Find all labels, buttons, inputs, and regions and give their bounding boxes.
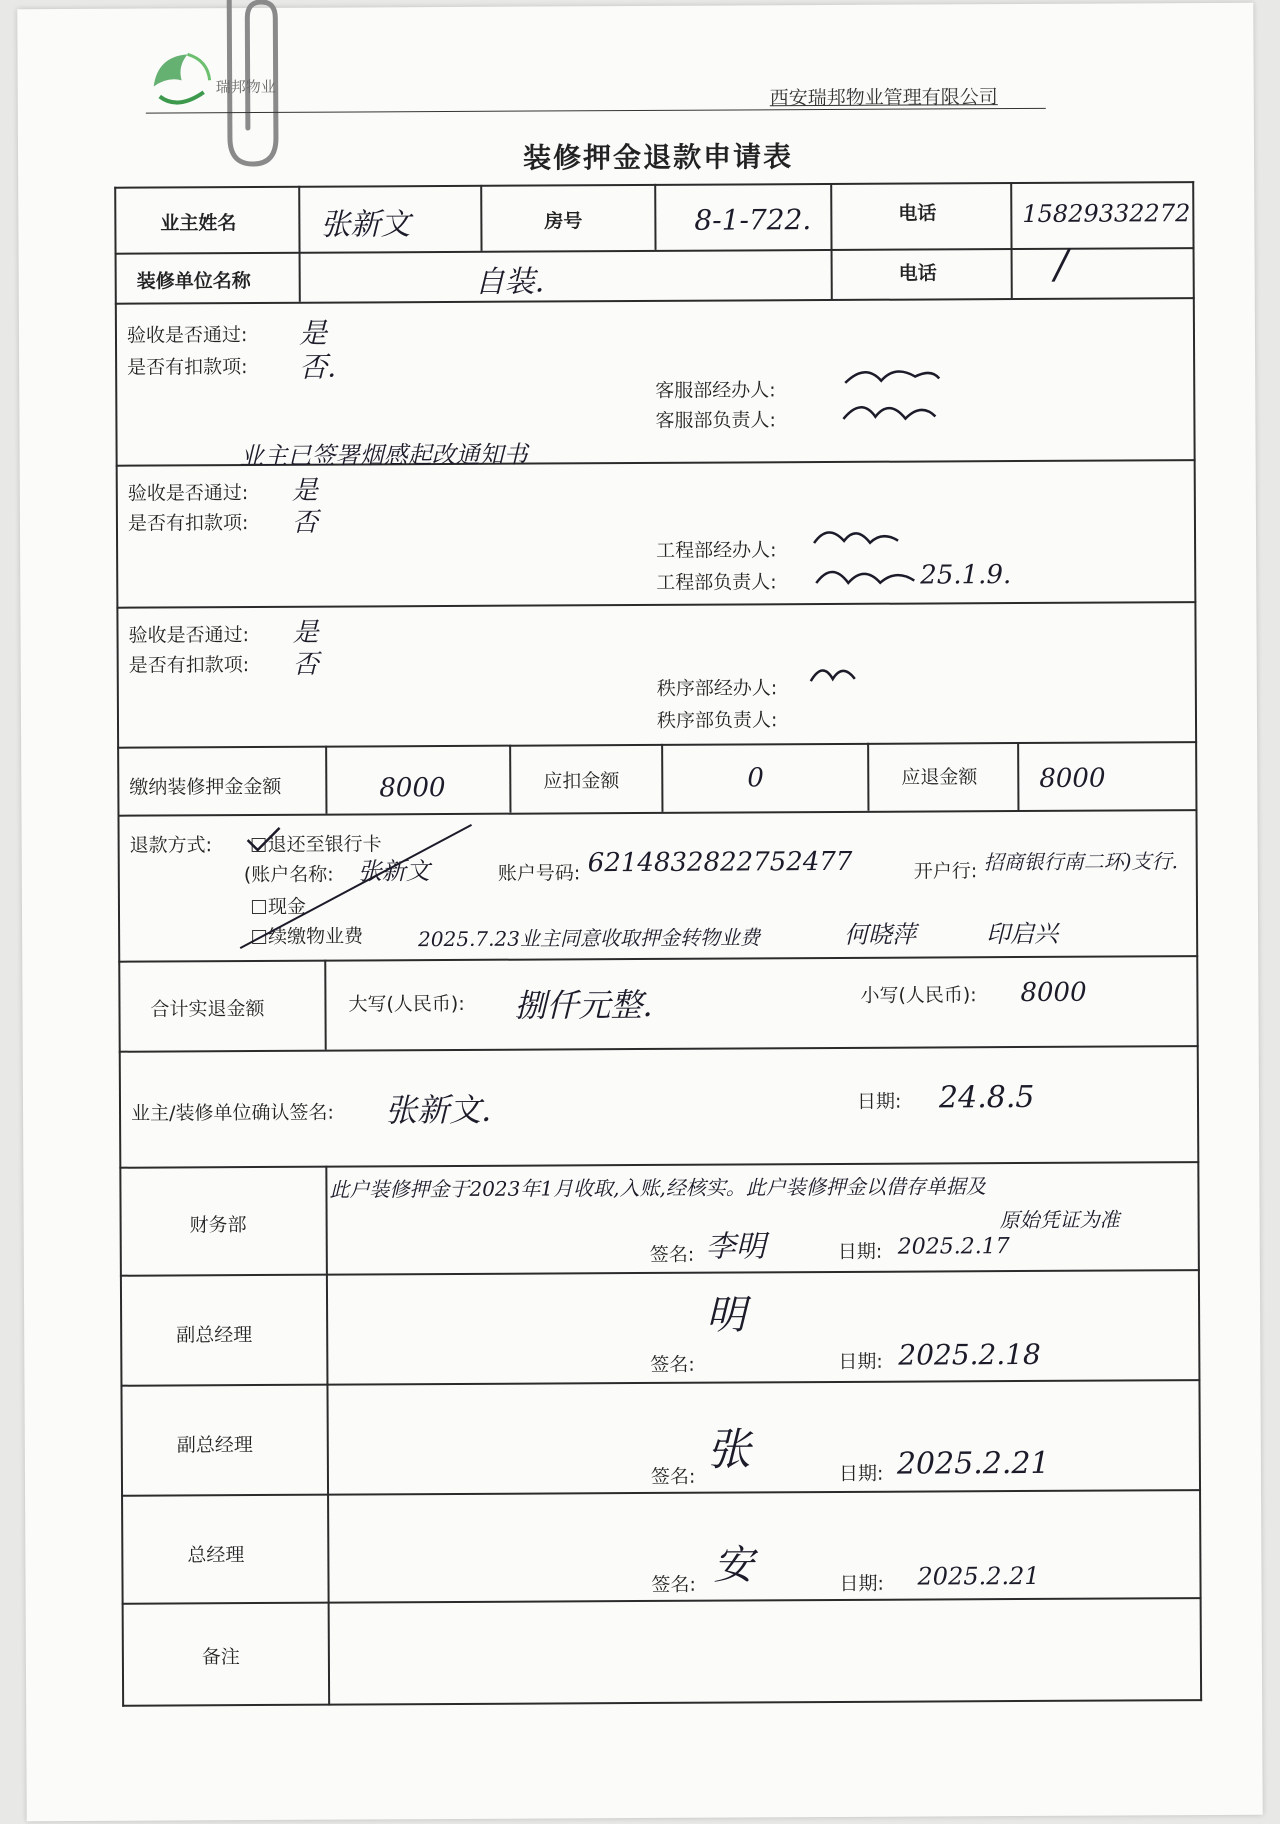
vp1-date-label: 日期: xyxy=(838,1350,883,1373)
fee-signer-2: 印启兴 xyxy=(986,919,1059,949)
engineering-head-label: 工程部负责人: xyxy=(656,571,777,594)
vp2-date-value: 2025.2.21 xyxy=(896,1445,1050,1482)
col-divider xyxy=(1017,742,1019,810)
document-page xyxy=(17,3,1262,1821)
row-divider xyxy=(119,1161,1199,1169)
room-label: 房号 xyxy=(544,210,583,233)
vp1-signature: 明 xyxy=(705,1292,747,1339)
refund-strike-line xyxy=(236,821,477,952)
row-divider xyxy=(117,741,1197,749)
engineering-deduct-value: 否 xyxy=(291,507,319,538)
total-upper-label: 大写(人民币): xyxy=(348,992,465,1016)
vp2-role: 副总经理 xyxy=(176,1434,253,1457)
confirm-date-value: 24.8.5 xyxy=(938,1079,1035,1116)
company-phone-value: / xyxy=(1054,241,1069,288)
col-divider xyxy=(324,960,326,1050)
row-divider xyxy=(117,809,1197,817)
owner-name-label: 业主姓名 xyxy=(160,212,237,235)
renovation-company-value: 自装. xyxy=(474,264,545,300)
gm-signature: 安 xyxy=(713,1542,754,1589)
refund-amount-value: 8000 xyxy=(1039,763,1106,794)
service-note: 业主已签署烟感起改通知书 xyxy=(239,440,528,471)
form-title: 装修押金退款申请表 xyxy=(522,140,794,175)
service-deduct-label: 是否有扣款项: xyxy=(127,356,248,379)
owner-name-value: 张新文 xyxy=(320,207,411,243)
col-divider xyxy=(661,744,663,812)
vp1-sign-label: 签名: xyxy=(650,1353,695,1376)
engineering-passed-value: 是 xyxy=(291,475,318,506)
finance-sign-label: 签名: xyxy=(649,1243,695,1266)
deposit-paid-label: 缴纳装修押金金额 xyxy=(129,775,282,799)
col-divider xyxy=(325,746,327,814)
total-lower-value: 8000 xyxy=(1020,977,1087,1009)
table-border xyxy=(122,1699,1202,1707)
engineering-passed-label: 验收是否通过: xyxy=(127,482,249,505)
deduct-amount-label: 应扣金额 xyxy=(543,770,620,793)
refund-method-label: 退款方式: xyxy=(129,834,213,857)
gm-date-label: 日期: xyxy=(839,1572,884,1595)
service-signatures xyxy=(835,358,945,439)
col-divider xyxy=(867,743,869,811)
account-name-label: (账户名称: xyxy=(243,863,334,887)
account-name-value: 张新文 xyxy=(357,857,430,886)
gm-role: 总经理 xyxy=(187,1544,245,1567)
col-divider xyxy=(654,184,656,250)
vp1-role: 副总经理 xyxy=(176,1324,253,1347)
service-passed-value: 是 xyxy=(298,316,328,350)
finance-role: 财务部 xyxy=(189,1214,247,1237)
form-table xyxy=(114,181,1202,1707)
company-logo-icon xyxy=(147,46,217,116)
row-divider xyxy=(116,601,1196,609)
total-lower-label: 小写(人民币): xyxy=(860,984,977,1007)
logo-text: 瑞邦物业 xyxy=(215,77,276,97)
cash-option-label: 现金 xyxy=(267,895,307,918)
security-deduct-label: 是否有扣款项: xyxy=(128,654,250,677)
total-refund-label: 合计实退金额 xyxy=(150,997,265,1021)
security-head-label: 秩序部负责人: xyxy=(656,709,778,732)
account-number-value: 6214832822752477 xyxy=(587,846,853,879)
service-passed-label: 验收是否通过: xyxy=(126,324,248,347)
vp1-date-value: 2025.2.18 xyxy=(898,1337,1041,1372)
vp2-signature: 张 xyxy=(706,1424,751,1476)
refund-amount-label: 应退金额 xyxy=(901,766,978,789)
confirm-date-label: 日期: xyxy=(856,1090,902,1113)
row-divider xyxy=(115,297,1195,305)
company-name: 西安瑞邦物业管理有限公司 xyxy=(769,86,998,110)
security-passed-label: 验收是否通过: xyxy=(128,624,250,647)
table-border xyxy=(1192,181,1202,1701)
deduct-amount-value: 0 xyxy=(747,763,764,794)
bank-option-label: 退还至银行卡 xyxy=(267,833,382,856)
service-deduct-value: 否. xyxy=(299,350,337,384)
row-divider xyxy=(119,1045,1199,1053)
fee-option-label: 续缴物业费 xyxy=(268,925,364,948)
company-phone-label: 电话 xyxy=(898,262,937,285)
engineering-signatures xyxy=(808,520,938,601)
bank-name-value: 招商银行南二环)支行. xyxy=(983,849,1178,875)
owner-confirm-signature: 张新文. xyxy=(384,1090,492,1130)
service-head-label: 客服部负责人: xyxy=(655,409,776,432)
engineering-handler-label: 工程部经办人: xyxy=(656,539,777,562)
col-divider xyxy=(480,185,482,251)
col-divider xyxy=(298,186,301,302)
account-number-label: 账户号码: xyxy=(497,862,581,885)
col-divider xyxy=(1010,182,1013,298)
security-signature xyxy=(807,657,867,697)
row-divider xyxy=(121,1489,1201,1497)
finance-signature: 李明 xyxy=(705,1229,766,1265)
owner-phone-value: 15829332272 xyxy=(1022,199,1191,228)
row-divider xyxy=(122,1597,1202,1605)
engineering-head-date: 25.1.9. xyxy=(920,560,1012,591)
finance-date-value: 2025.2.17 xyxy=(897,1234,1010,1260)
gm-date-value: 2025.2.21 xyxy=(917,1561,1040,1591)
finance-note-2: 原始凭证为准 xyxy=(999,1207,1120,1233)
owner-phone-label: 电话 xyxy=(898,202,937,225)
fee-note: 2025.7.23业主同意收取押金转物业费 xyxy=(418,925,760,952)
gm-sign-label: 签名: xyxy=(651,1573,696,1596)
service-handler-label: 客服部经办人: xyxy=(655,379,776,402)
security-handler-label: 秩序部经办人: xyxy=(656,677,778,700)
vp2-sign-label: 签名: xyxy=(650,1465,696,1488)
bank-name-label: 开户行: xyxy=(913,860,978,883)
fee-signer: 何晓萍 xyxy=(844,920,917,949)
finance-date-label: 日期: xyxy=(837,1240,883,1263)
engineering-deduct-label: 是否有扣款项: xyxy=(127,512,249,535)
security-passed-value: 是 xyxy=(292,617,319,648)
table-border xyxy=(114,187,124,1707)
total-upper-value: 捌仟元整. xyxy=(514,985,653,1025)
col-divider xyxy=(325,1166,330,1706)
renovation-company-label: 装修单位名称 xyxy=(136,270,251,293)
row-divider xyxy=(118,955,1198,963)
col-divider xyxy=(830,183,833,299)
owner-confirm-label: 业主/装修单位确认签名: xyxy=(130,1101,334,1125)
room-value: 8-1-722. xyxy=(694,203,812,237)
col-divider xyxy=(509,745,511,813)
remarks-label: 备注 xyxy=(201,1646,240,1669)
deposit-paid-value: 8000 xyxy=(379,773,446,804)
vp2-date-label: 日期: xyxy=(838,1462,884,1485)
row-divider xyxy=(120,1269,1200,1277)
row-divider xyxy=(120,1379,1200,1387)
security-deduct-value: 否 xyxy=(292,649,319,680)
finance-note: 此户装修押金于2023年1月收取,入账,经核实。此户装修押金以借存单据及 xyxy=(329,1174,986,1202)
